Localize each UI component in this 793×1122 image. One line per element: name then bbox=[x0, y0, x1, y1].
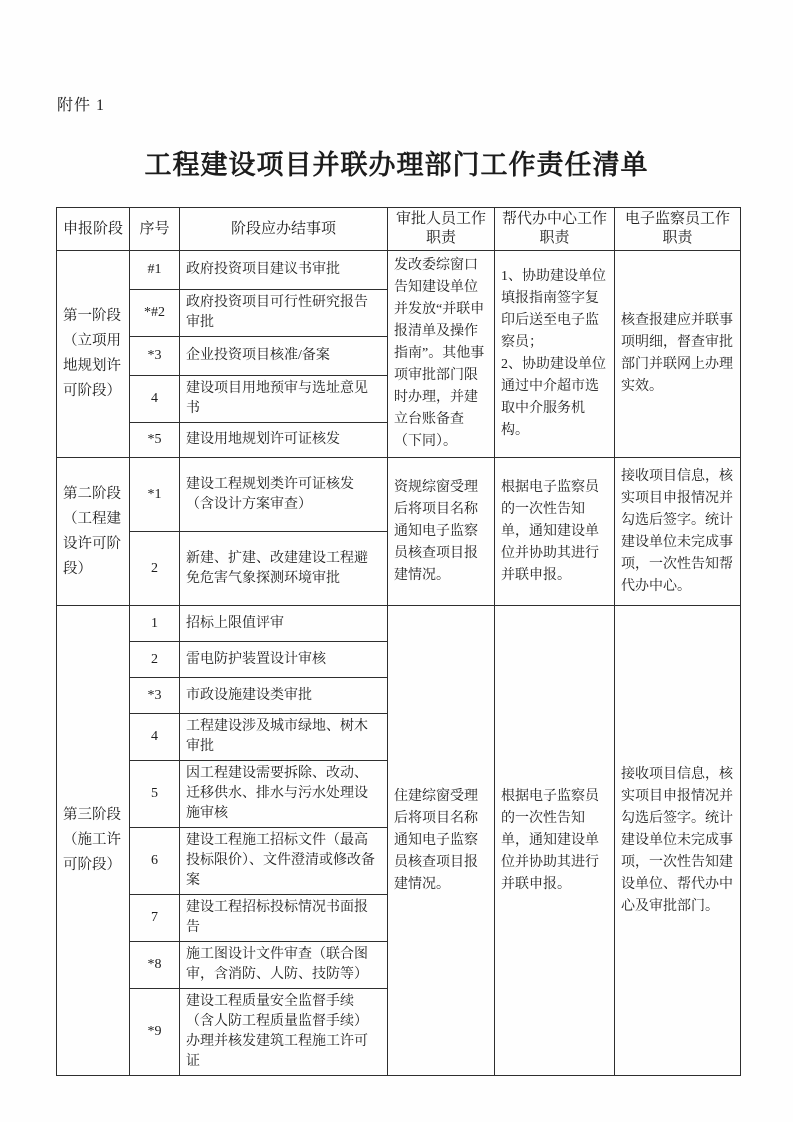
seq-cell: *5 bbox=[130, 423, 180, 458]
item-cell: 建设工程规划类许可证核发（含设计方案审查） bbox=[180, 458, 388, 532]
table-row bbox=[57, 458, 741, 532]
seq-cell: 1 bbox=[130, 606, 180, 642]
stage-1-approver-duty-cell: 发改委综窗口告知建设单位并发放“并联申报清单及操作指南”。其他事项审批部门限时办理，并建立台账备查（下同）。 bbox=[388, 251, 495, 458]
table-header-row bbox=[57, 208, 741, 251]
seq-cell: 4 bbox=[130, 714, 180, 761]
seq-cell: 5 bbox=[130, 761, 180, 828]
seq-cell: *3 bbox=[130, 678, 180, 714]
item-cell: 企业投资项目核准/备案 bbox=[180, 337, 388, 376]
agency-duty-item: 1、协助建设单位填报指南签字复印后送至电子监察员； bbox=[501, 269, 606, 350]
stage-3-supervisor-duty-cell: 接收项目信息，核实项目申报情况并勾选后签字。统计建设单位未完成事项，一次性告知建设单位、帮代办中心及审批部门。 bbox=[615, 606, 741, 1076]
item-cell: 新建、扩建、改建建设工程避免危害气象探测环境审批 bbox=[180, 532, 388, 606]
agency-duty-item: 根据电子监察员的一次性告知单，通知建设单位并协助其进行并联申报。 bbox=[501, 479, 599, 583]
seq-cell: 6 bbox=[130, 828, 180, 895]
seq-cell: *8 bbox=[130, 942, 180, 989]
stage-1-agency-duty-cell bbox=[495, 251, 615, 458]
item-cell: 建设工程招标投标情况书面报告 bbox=[180, 895, 388, 942]
table-row bbox=[57, 251, 741, 290]
stage-2-approver-duty-cell: 资规综窗受理后将项目名称通知电子监察员核查项目报建情况。 bbox=[388, 458, 495, 606]
item-cell: 建设用地规划许可证核发 bbox=[180, 423, 388, 458]
header-item: 阶段应办结事项 bbox=[180, 208, 388, 251]
stage-3-approver-duty-cell: 住建综窗受理后将项目名称通知电子监察员核查项目报建情况。 bbox=[388, 606, 495, 1076]
header-seq: 序号 bbox=[130, 208, 180, 251]
responsibility-table bbox=[56, 207, 741, 1076]
item-cell: 因工程建设需要拆除、改动、迁移供水、排水与污水处理设施审核 bbox=[180, 761, 388, 828]
seq-cell: 7 bbox=[130, 895, 180, 942]
table-row bbox=[57, 606, 741, 642]
seq-cell: *9 bbox=[130, 989, 180, 1076]
header-approver-duty: 审批人员工作职责 bbox=[388, 208, 495, 251]
item-cell: 政府投资项目建议书审批 bbox=[180, 251, 388, 290]
seq-cell: *#2 bbox=[130, 289, 180, 337]
stage-2-agency-duty-cell bbox=[495, 458, 615, 606]
stage-3-cell: 第三阶段（施工许可阶段） bbox=[57, 606, 130, 1076]
agency-duty-item: 2、协助建设单位通过中介超市选取中介服务机构。 bbox=[501, 357, 606, 438]
item-cell: 工程建设涉及城市绿地、树木审批 bbox=[180, 714, 388, 761]
item-cell: 施工图设计文件审查（联合图审，含消防、人防、技防等） bbox=[180, 942, 388, 989]
header-agency-duty: 帮代办中心工作职责 bbox=[495, 208, 615, 251]
attachment-label: 附件 1 bbox=[57, 97, 106, 114]
seq-cell: 4 bbox=[130, 375, 180, 423]
header-stage: 申报阶段 bbox=[57, 208, 130, 251]
seq-cell: 2 bbox=[130, 532, 180, 606]
stage-2-cell: 第二阶段（工程建设许可阶段） bbox=[57, 458, 130, 606]
seq-cell: 2 bbox=[130, 642, 180, 678]
item-cell: 雷电防护装置设计审核 bbox=[180, 642, 388, 678]
stage-1-supervisor-duty-cell: 核查报建应并联事项明细，督查审批部门并联网上办理实效。 bbox=[615, 251, 741, 458]
item-cell: 招标上限值评审 bbox=[180, 606, 388, 642]
item-cell: 建设工程质量安全监督手续（含人防工程质量监督手续）办理并核发建筑工程施工许可证 bbox=[180, 989, 388, 1076]
item-cell: 政府投资项目可行性研究报告审批 bbox=[180, 289, 388, 337]
stage-1-cell: 第一阶段（立项用地规划许可阶段） bbox=[57, 251, 130, 458]
seq-cell: *3 bbox=[130, 337, 180, 376]
item-cell: 建设项目用地预审与选址意见书 bbox=[180, 375, 388, 423]
stage-2-supervisor-duty-cell: 接收项目信息，核实项目申报情况并勾选后签字。统计建设单位未完成事项，一次性告知帮代办中心。 bbox=[615, 458, 741, 606]
page-title: 工程建设项目并联办理部门工作责任清单 bbox=[144, 150, 649, 180]
stage-3-agency-duty-cell bbox=[495, 606, 615, 1076]
item-cell: 市政设施建设类审批 bbox=[180, 678, 388, 714]
seq-cell: #1 bbox=[130, 251, 180, 290]
agency-duty-item: 根据电子监察员的一次性告知单，通知建设单位并协助其进行并联申报。 bbox=[501, 788, 599, 892]
item-cell: 建设工程施工招标文件（最高投标限价）、文件澄清或修改备案 bbox=[180, 828, 388, 895]
seq-cell: *1 bbox=[130, 458, 180, 532]
header-supervisor-duty: 电子监察员工作职责 bbox=[615, 208, 741, 251]
